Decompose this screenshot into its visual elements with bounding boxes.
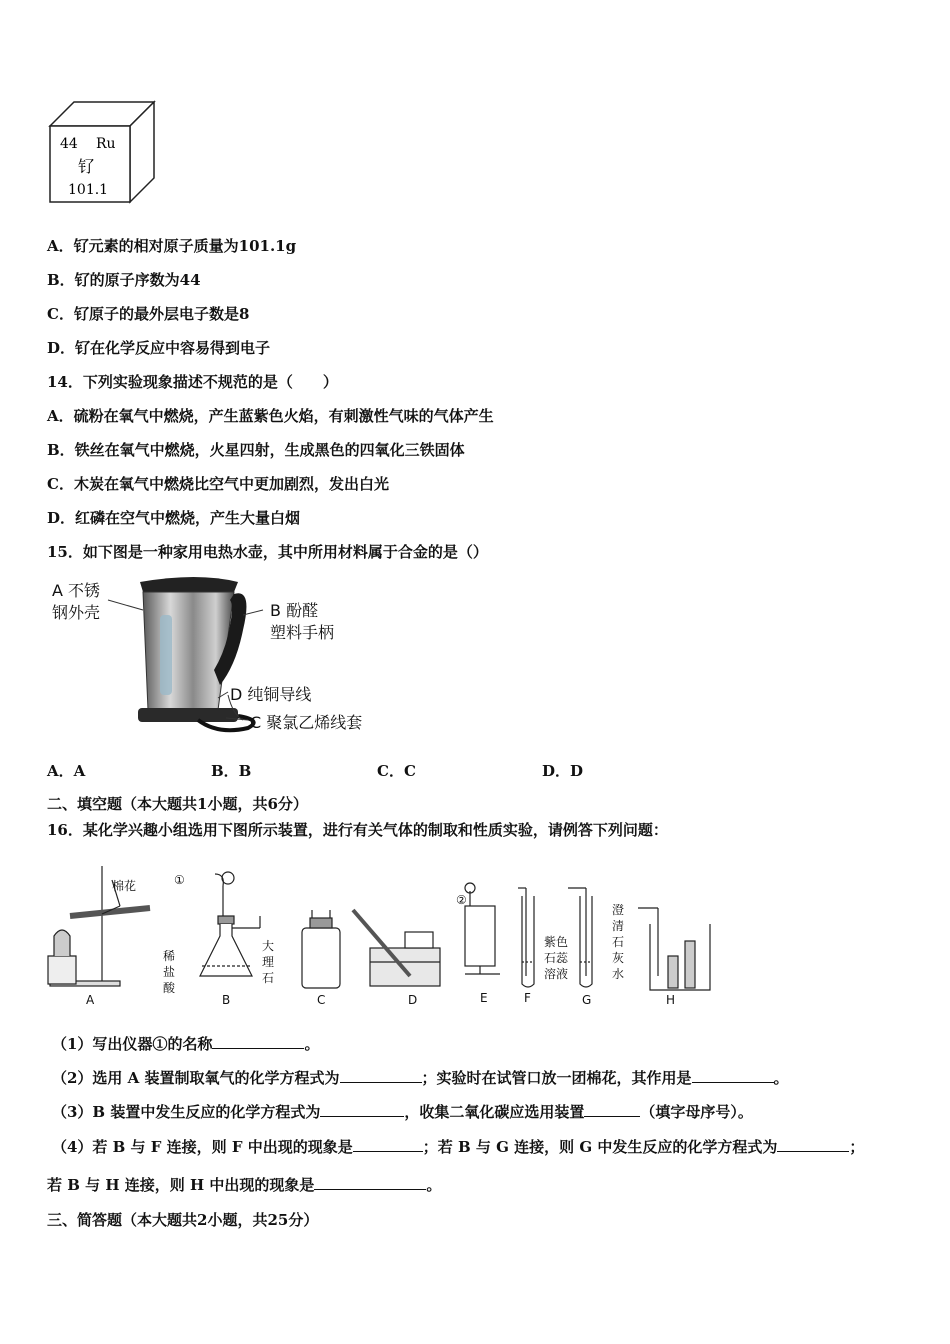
q16-part-4: （4）若 B 与 F 连接，则 F 中出现的现象是 ；若 B 与 G 连接，则 G 中发生反应的化学方程式为 ； xyxy=(52,1138,865,1156)
label-circle-1: ① xyxy=(174,873,185,887)
label-apparatus-g: G xyxy=(582,993,592,1007)
kettle-label-c: C 聚氯乙烯线套 xyxy=(250,713,363,732)
element-number: 44 xyxy=(60,136,78,152)
element-symbol: Ru xyxy=(96,136,116,152)
answer-blank-1[interactable] xyxy=(212,1034,304,1049)
label-marble-1: 大 xyxy=(262,939,275,953)
label-cotton: 棉花 xyxy=(112,879,137,893)
q14-stem: 14．下列实验现象描述不规范的是（ ） xyxy=(47,373,338,391)
label-limewater-4: 灰 xyxy=(612,951,625,965)
label-dilute-2: 盐 xyxy=(163,965,176,979)
element-cell xyxy=(48,100,156,204)
q15-choice-a: A．A xyxy=(47,762,86,780)
answer-blank-4[interactable] xyxy=(320,1102,404,1117)
section-3-heading: 三、简答题（本大题共2小题，共25分） xyxy=(47,1211,319,1229)
q13-option-a: A．钌元素的相对原子质量为101.1g xyxy=(47,237,297,255)
label-apparatus-c: C xyxy=(317,993,326,1007)
label-marble-2: 理 xyxy=(262,955,275,969)
q14-option-b: B．铁丝在氧气中燃烧，火星四射，生成黑色的四氧化三铁固体 xyxy=(47,441,465,459)
q16-part-2: （2）选用 A 装置制取氧气的化学方程式为 ；实验时在试管口放一团棉花，其作用是 。 xyxy=(52,1069,789,1087)
label-litmus-2: 石蕊 xyxy=(544,951,569,965)
answer-blank-3[interactable] xyxy=(692,1068,774,1083)
label-apparatus-a: A xyxy=(86,993,95,1007)
q15-choice-b: B．B xyxy=(211,762,252,780)
apparatus-figure xyxy=(40,866,720,1016)
q13-option-c: C．钌原子的最外层电子数是8 xyxy=(47,305,250,323)
q16-stem: 16．某化学兴趣小组选用下图所示装置，进行有关气体的制取和性质实验，请例答下列问题： xyxy=(47,821,668,839)
kettle-label-b2: 塑料手柄 xyxy=(270,623,335,642)
q15-stem: 15．如下图是一种家用电热水壶，其中所用材料属于合金的是（） xyxy=(47,543,488,561)
label-dilute-1: 稀 xyxy=(163,949,176,963)
label-limewater-5: 水 xyxy=(612,967,625,981)
label-circle-2: ② xyxy=(456,893,467,907)
label-apparatus-f: F xyxy=(524,991,531,1005)
label-apparatus-e: E xyxy=(480,991,488,1005)
q16-part-5: 若 B 与 H 连接，则 H 中出现的现象是 。 xyxy=(47,1176,442,1194)
q16-part-1: （1）写出仪器①的名称 。 xyxy=(52,1035,320,1053)
kettle-label-a1: A 不锈 xyxy=(52,581,101,600)
answer-blank-5[interactable] xyxy=(584,1102,640,1117)
q13-option-b: B．钌的原子序数为44 xyxy=(47,271,201,289)
q16-part-3: （3）B 装置中发生反应的化学方程式为 ，收集二氧化碳应选用装置 （填字母序号）。 xyxy=(52,1103,753,1121)
answer-blank-6[interactable] xyxy=(353,1137,423,1152)
label-apparatus-b: B xyxy=(222,993,231,1007)
label-litmus-3: 溶液 xyxy=(544,967,569,981)
label-limewater-3: 石 xyxy=(612,935,625,949)
q15-choice-d: D．D xyxy=(542,762,584,780)
label-litmus-1: 紫色 xyxy=(544,935,569,949)
element-name: 钌 xyxy=(78,157,95,176)
answer-blank-2[interactable] xyxy=(340,1068,422,1083)
q14-option-d: D．红磷在空气中燃烧，产生大量白烟 xyxy=(47,509,301,527)
answer-blank-7[interactable] xyxy=(777,1137,849,1152)
element-mass: 101.1 xyxy=(68,182,109,198)
label-limewater-2: 清 xyxy=(612,919,625,933)
label-limewater-1: 澄 xyxy=(612,903,625,917)
section-2-heading: 二、填空题（本大题共1小题，共6分） xyxy=(47,795,308,813)
label-marble-3: 石 xyxy=(262,971,275,985)
answer-blank-8[interactable] xyxy=(314,1175,426,1190)
kettle-label-b1: B 酚醛 xyxy=(270,601,319,620)
q13-option-d: D．钌在化学反应中容易得到电子 xyxy=(47,339,271,357)
label-apparatus-h: H xyxy=(666,993,676,1007)
q14-option-c: C．木炭在氧气中燃烧比空气中更加剧烈，发出白光 xyxy=(47,475,389,493)
kettle-label-d: D 纯铜导线 xyxy=(230,685,312,704)
label-apparatus-d: D xyxy=(408,993,418,1007)
q15-choice-c: C．C xyxy=(377,762,416,780)
kettle-figure xyxy=(48,570,388,745)
kettle-label-a2: 钢外壳 xyxy=(52,603,101,622)
q14-option-a: A．硫粉在氧气中燃烧，产生蓝紫色火焰，有刺激性气味的气体产生 xyxy=(47,407,494,425)
label-dilute-3: 酸 xyxy=(163,981,176,995)
